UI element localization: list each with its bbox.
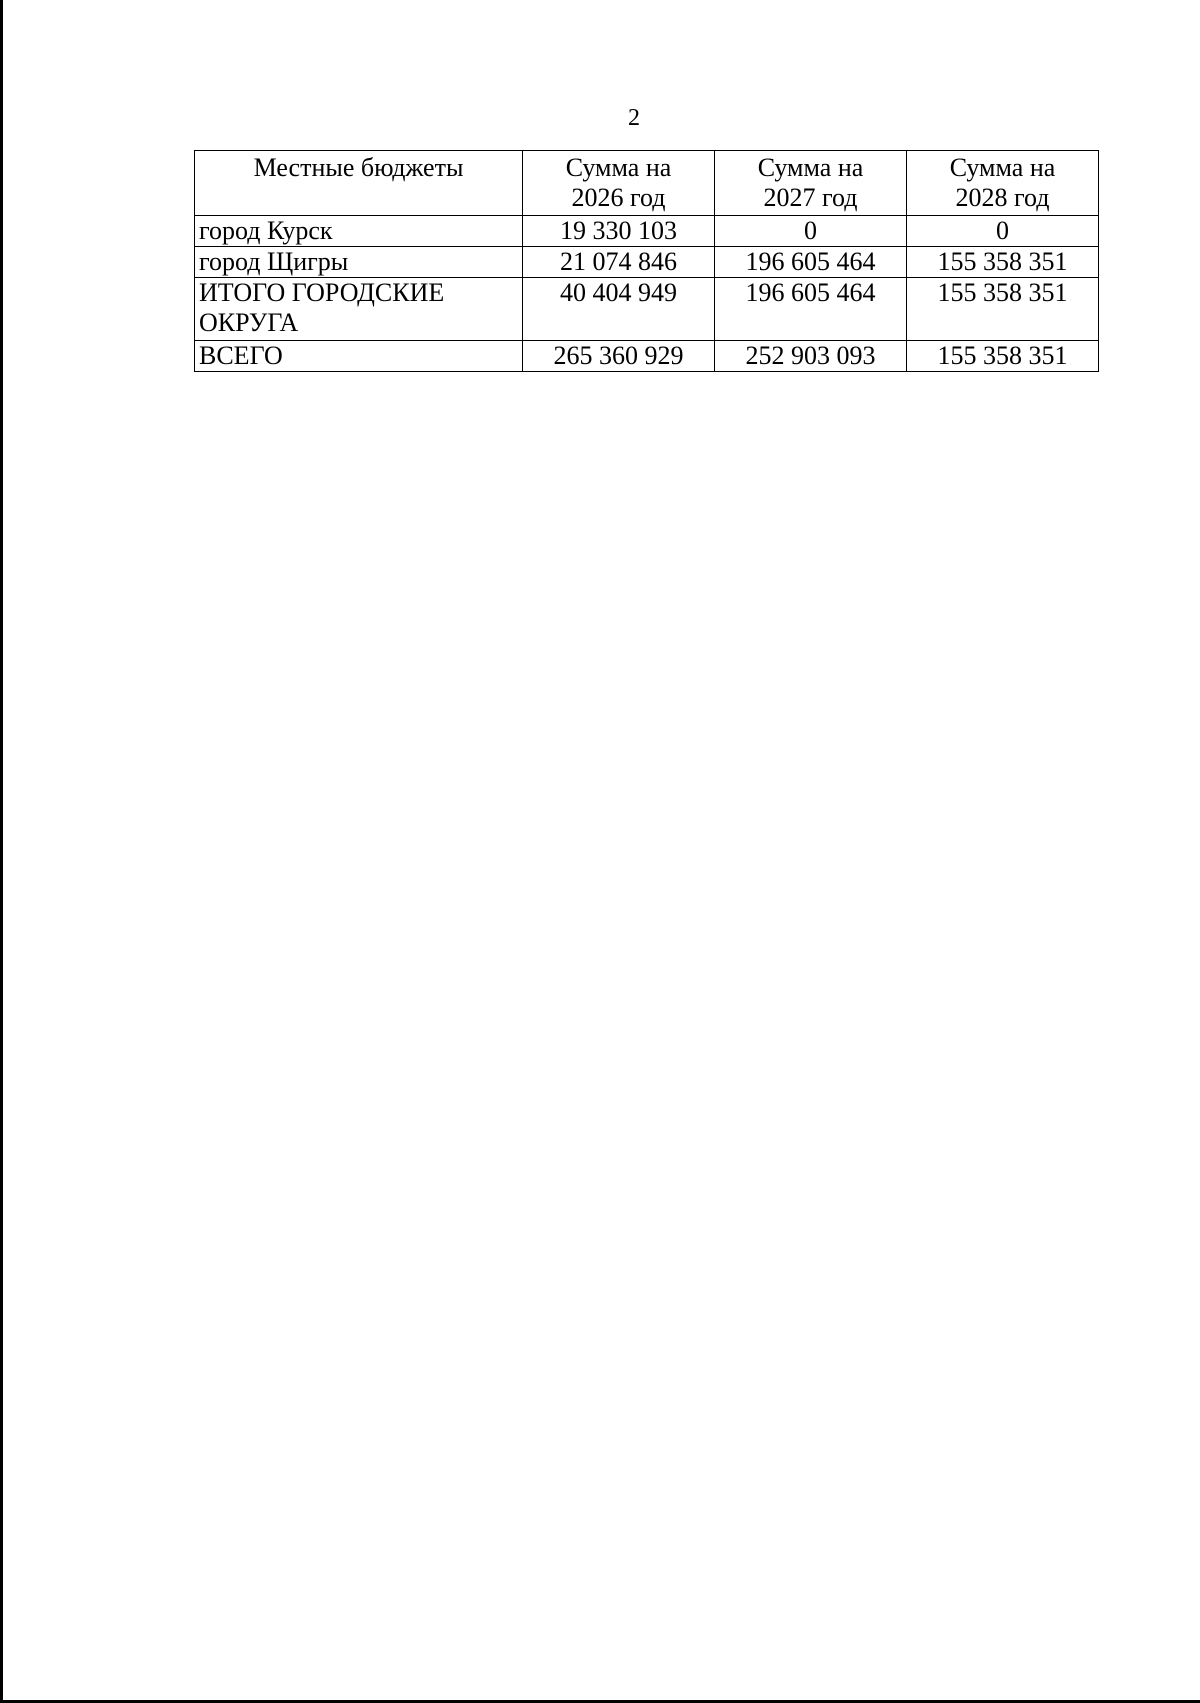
row-sum-2028: 155 358 351 [907,341,1099,372]
row-name: город Курск [195,216,523,247]
row-name: ИТОГО ГОРОДСКИЕ ОКРУГА [195,278,523,341]
page-number: 2 [628,105,640,131]
row-name: ВСЕГО [195,341,523,372]
header-sum-2026: Сумма на 2026 год [523,151,715,216]
budget-table [194,150,1099,372]
row-sum-2027: 252 903 093 [715,341,907,372]
header-sum-2028: Сумма на 2028 год [907,151,1099,216]
row-sum-2026: 21 074 846 [523,247,715,278]
header-local-budgets: Местные бюджеты [195,151,523,216]
table-row [195,341,1099,372]
table-row [195,216,1099,247]
row-sum-2028: 155 358 351 [907,278,1099,341]
row-sum-2028: 0 [907,216,1099,247]
row-sum-2027: 0 [715,216,907,247]
row-sum-2026: 19 330 103 [523,216,715,247]
scan-edge-left [0,0,3,1703]
table-row [195,247,1099,278]
table-header-row [195,151,1099,216]
header-sum-2027: Сумма на 2027 год [715,151,907,216]
row-sum-2026: 40 404 949 [523,278,715,341]
table-row [195,278,1099,341]
row-sum-2027: 196 605 464 [715,278,907,341]
row-sum-2028: 155 358 351 [907,247,1099,278]
row-name: город Щигры [195,247,523,278]
row-sum-2026: 265 360 929 [523,341,715,372]
row-sum-2027: 196 605 464 [715,247,907,278]
